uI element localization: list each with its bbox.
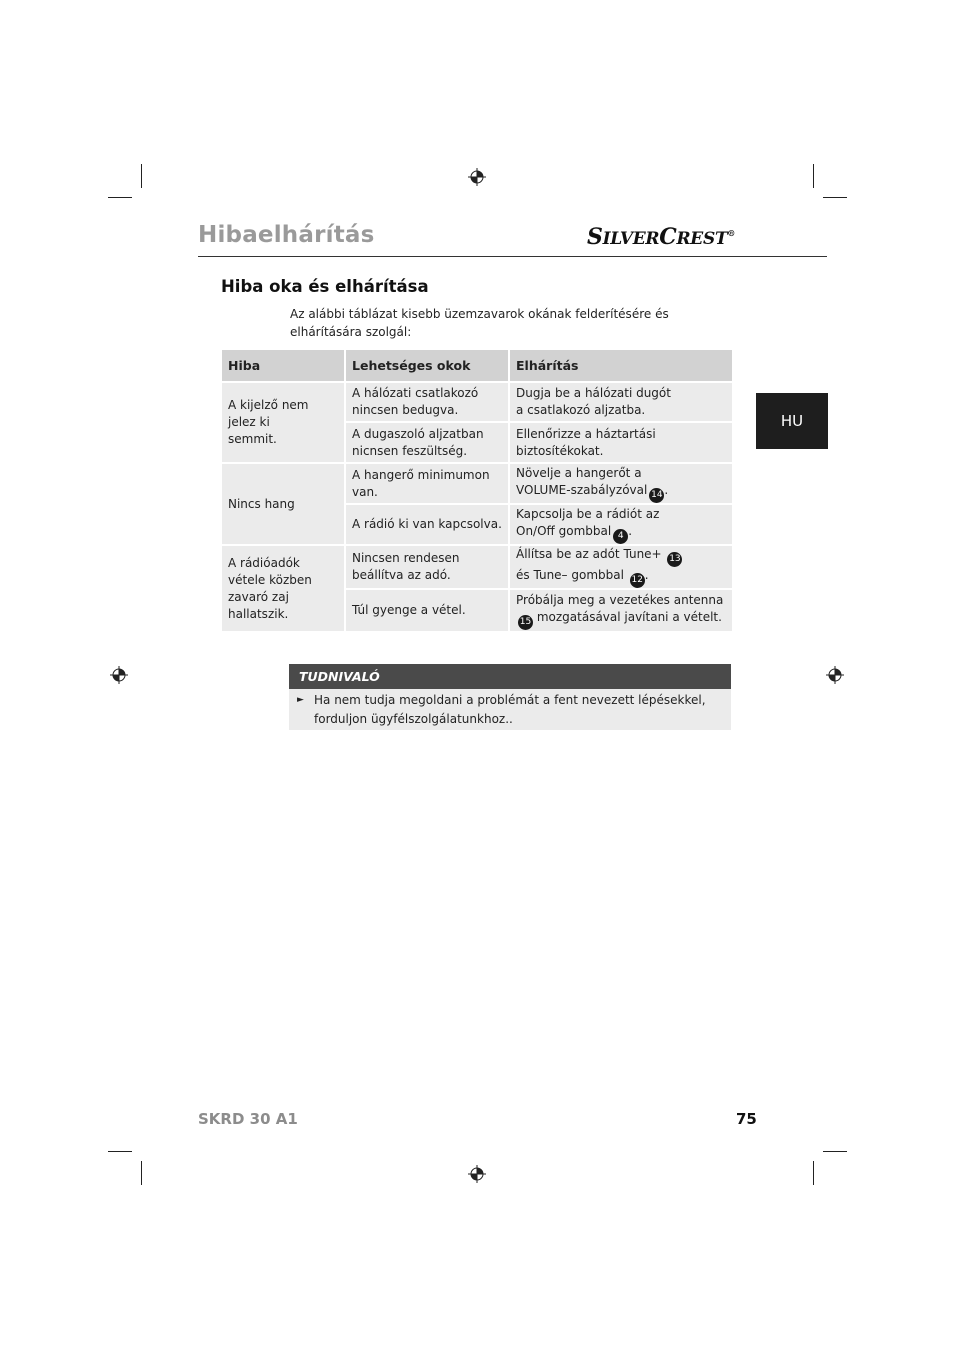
fix-cell: Ellenőrizze a háztartási biztosítékokat. — [510, 423, 732, 462]
page-number: 75 — [736, 1110, 757, 1128]
fix-cell: Növelje a hangerőt a VOLUME-szabályzóval 14 . — [510, 464, 732, 503]
crop-mark — [141, 1161, 142, 1185]
cause-cell: Túl gyenge a vétel. — [346, 590, 508, 631]
crop-mark — [823, 197, 847, 198]
fix-cell: Dugja be a hálózati dugót a csatlakozó aljzatba. — [510, 383, 732, 421]
reference-number-badge: 13 — [667, 552, 682, 567]
table-header-cell: Elhárítás — [510, 350, 732, 381]
model-number: SKRD 30 A1 — [198, 1110, 298, 1128]
note-text: Ha nem tudja megoldani a problémát a fent nevezett lépésekkel, forduljon ügyfélszolgálatunkhoz.. — [314, 693, 706, 726]
crop-mark — [813, 164, 814, 188]
crop-mark — [141, 164, 142, 188]
cause-cell: A hálózati csatlakozó nincsen bedugva. — [346, 383, 508, 421]
cause-cell: Nincsen rendesen beállítva az adó. — [346, 546, 508, 588]
brand-logo: SILVERCREST® — [587, 224, 736, 250]
cause-cell: A dugaszoló aljzatban nicnsen feszültség. — [346, 423, 508, 462]
header-divider — [198, 256, 827, 257]
note-title: TUDNIVALÓ — [289, 664, 731, 689]
registration-mark-icon — [468, 168, 486, 186]
note-body — [289, 689, 731, 730]
page-title: Hibaelhárítás — [198, 222, 375, 248]
reference-number-badge: 4 — [613, 529, 628, 544]
reference-number-badge: 14 — [649, 488, 664, 503]
registration-mark-icon — [110, 666, 128, 684]
crop-mark — [813, 1161, 814, 1185]
cause-cell: A rádió ki van kapcsolva. — [346, 505, 508, 544]
registration-mark-icon — [826, 666, 844, 684]
fix-cell: Állítsa be az adót Tune+ 13 és Tune– gombbal 12 . — [510, 546, 732, 588]
crop-mark — [108, 1151, 132, 1152]
fault-cell: Nincs hang — [222, 464, 344, 544]
crop-mark — [823, 1151, 847, 1152]
cause-cell: A hangerő minimumon van. — [346, 464, 508, 503]
section-title: Hiba oka és elhárítása — [221, 277, 429, 296]
bullet-arrow-icon: ► — [297, 695, 304, 705]
intro-text: Az alábbi táblázat kisebb üzemzavarok okának felderítésére és elhárítására szolgál: — [290, 307, 669, 339]
fix-cell: Próbálja meg a vezetékes antenna 15 mozgatásával javítani a vételt. — [510, 590, 732, 631]
table-header-cell: Lehetséges okok — [346, 350, 508, 381]
fault-cell: A rádióadók vétele közben zavaró zaj hallatszik. — [222, 546, 344, 631]
reference-number-badge: 15 — [518, 615, 533, 630]
registration-mark-icon — [468, 1165, 486, 1183]
crop-mark — [108, 197, 132, 198]
fault-cell: A kijelző nem jelez ki semmit. — [222, 383, 344, 462]
fix-cell: Kapcsolja be a rádiót az On/Off gombbal 4 . — [510, 505, 732, 544]
table-header-cell: Hiba — [222, 350, 344, 381]
reference-number-badge: 12 — [630, 573, 645, 588]
language-tab: HU — [756, 393, 828, 449]
